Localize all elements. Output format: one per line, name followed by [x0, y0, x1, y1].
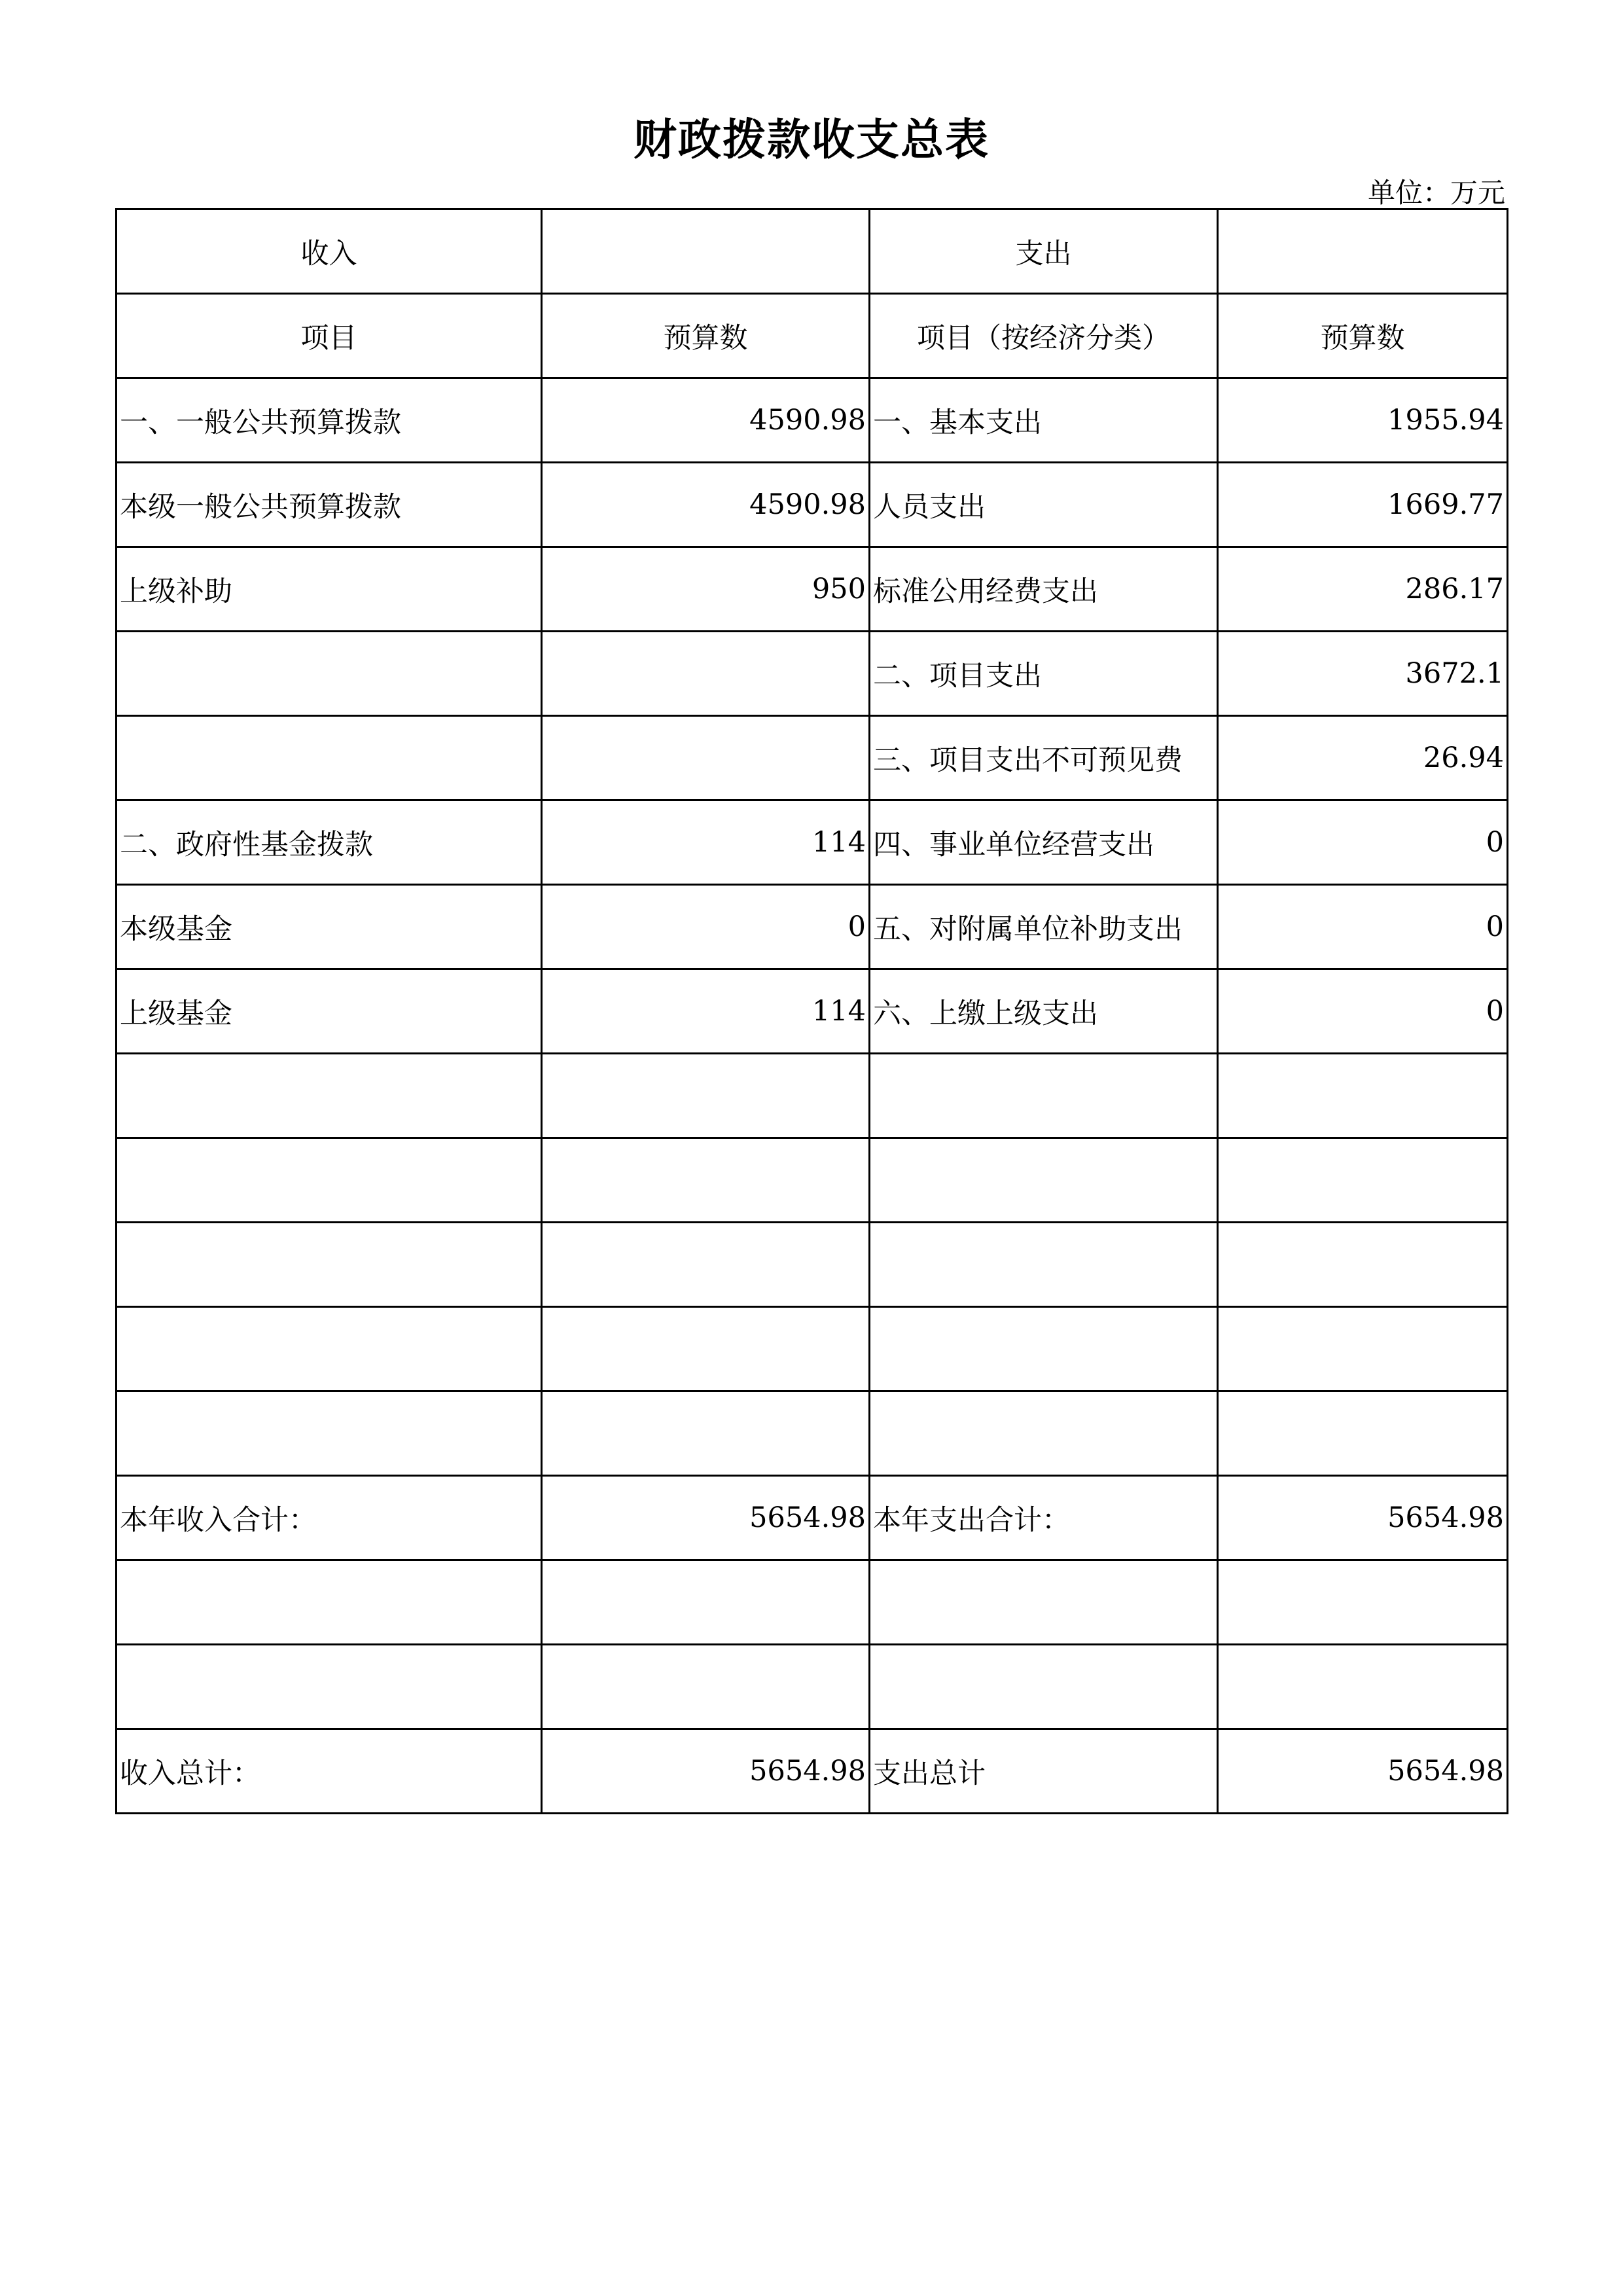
income-budget-header: 预算数 [542, 294, 870, 378]
empty-cell [1218, 1223, 1508, 1307]
table-row [116, 463, 1508, 547]
grand-income-total-label: 收入总计： [116, 1729, 542, 1814]
expense-item-header: 项目（按经济分类） [870, 294, 1218, 378]
page-title: 财政拨款收支总表 [633, 114, 990, 165]
empty-cell [870, 1307, 1218, 1391]
empty-cell [1218, 1307, 1508, 1391]
income-value-cell [542, 716, 870, 800]
empty-cell [542, 1223, 870, 1307]
empty-row [116, 1138, 1508, 1223]
unit-label: 单位：万元 [1367, 177, 1505, 209]
expense-label-cell: 人员支出 [870, 463, 1218, 547]
empty-cell [870, 1560, 1218, 1645]
empty-cell [116, 1307, 542, 1391]
empty-cell [1218, 1138, 1508, 1223]
empty-cell [116, 1054, 542, 1138]
empty-cell [542, 1138, 870, 1223]
empty-cell [1218, 1391, 1508, 1476]
empty-cell [1218, 209, 1508, 294]
empty-cell [542, 1560, 870, 1645]
empty-cell [116, 1645, 542, 1729]
income-label-cell: 上级基金 [116, 969, 542, 1054]
empty-row [116, 1645, 1508, 1729]
budget-table [115, 208, 1508, 1814]
empty-row [116, 1307, 1508, 1391]
empty-cell [116, 1138, 542, 1223]
expense-label-cell: 五、对附属单位补助支出 [870, 885, 1218, 969]
empty-cell [542, 209, 870, 294]
year-expense-total-label: 本年支出合计： [870, 1476, 1218, 1560]
income-value-cell: 114 [542, 969, 870, 1054]
empty-cell [542, 1307, 870, 1391]
table-row [116, 885, 1508, 969]
income-value-cell: 0 [542, 885, 870, 969]
income-value-cell [542, 632, 870, 716]
year-total-row [116, 1476, 1508, 1560]
grand-income-total-value: 5654.98 [542, 1729, 870, 1814]
expense-value-cell: 286.17 [1218, 547, 1508, 632]
empty-cell [116, 1223, 542, 1307]
expense-label-cell: 六、上缴上级支出 [870, 969, 1218, 1054]
expense-value-cell: 0 [1218, 800, 1508, 885]
empty-cell [870, 1391, 1218, 1476]
expense-section-header: 支出 [870, 209, 1218, 294]
table-row [116, 716, 1508, 800]
year-expense-total-value: 5654.98 [1218, 1476, 1508, 1560]
section-header-row [116, 209, 1508, 294]
empty-cell [870, 1138, 1218, 1223]
expense-budget-header: 预算数 [1218, 294, 1508, 378]
empty-cell [870, 1223, 1218, 1307]
empty-cell [870, 1645, 1218, 1729]
expense-label-cell: 标准公用经费支出 [870, 547, 1218, 632]
income-label-cell: 本级基金 [116, 885, 542, 969]
empty-row [116, 1391, 1508, 1476]
table-row [116, 378, 1508, 463]
expense-label-cell: 四、事业单位经营支出 [870, 800, 1218, 885]
income-value-cell: 4590.98 [542, 463, 870, 547]
income-section-header: 收入 [116, 209, 542, 294]
year-income-total-label: 本年收入合计： [116, 1476, 542, 1560]
expense-label-cell: 二、项目支出 [870, 632, 1218, 716]
income-label-cell [116, 632, 542, 716]
income-value-cell: 950 [542, 547, 870, 632]
empty-cell [1218, 1054, 1508, 1138]
empty-cell [1218, 1645, 1508, 1729]
expense-value-cell: 1955.94 [1218, 378, 1508, 463]
expense-label-cell: 三、项目支出不可预见费 [870, 716, 1218, 800]
income-value-cell: 114 [542, 800, 870, 885]
income-label-cell: 二、政府性基金拨款 [116, 800, 542, 885]
expense-value-cell: 3672.1 [1218, 632, 1508, 716]
grand-expense-total-label: 支出总计 [870, 1729, 1218, 1814]
empty-cell [870, 1054, 1218, 1138]
expense-value-cell: 26.94 [1218, 716, 1508, 800]
income-label-cell: 上级补助 [116, 547, 542, 632]
empty-row [116, 1054, 1508, 1138]
empty-cell [1218, 1560, 1508, 1645]
empty-cell [116, 1391, 542, 1476]
expense-label-cell: 一、基本支出 [870, 378, 1218, 463]
year-income-total-value: 5654.98 [542, 1476, 870, 1560]
grand-expense-total-value: 5654.98 [1218, 1729, 1508, 1814]
income-value-cell: 4590.98 [542, 378, 870, 463]
empty-cell [116, 1560, 542, 1645]
column-header-row [116, 294, 1508, 378]
table-row [116, 800, 1508, 885]
table-row [116, 969, 1508, 1054]
income-label-cell [116, 716, 542, 800]
grand-total-row [116, 1729, 1508, 1814]
expense-value-cell: 0 [1218, 969, 1508, 1054]
empty-row [116, 1223, 1508, 1307]
empty-cell [542, 1391, 870, 1476]
expense-value-cell: 1669.77 [1218, 463, 1508, 547]
table-row [116, 632, 1508, 716]
empty-row [116, 1560, 1508, 1645]
expense-value-cell: 0 [1218, 885, 1508, 969]
empty-cell [542, 1645, 870, 1729]
income-item-header: 项目 [116, 294, 542, 378]
income-label-cell: 一、一般公共预算拨款 [116, 378, 542, 463]
income-label-cell: 本级一般公共预算拨款 [116, 463, 542, 547]
empty-cell [542, 1054, 870, 1138]
table-row [116, 547, 1508, 632]
